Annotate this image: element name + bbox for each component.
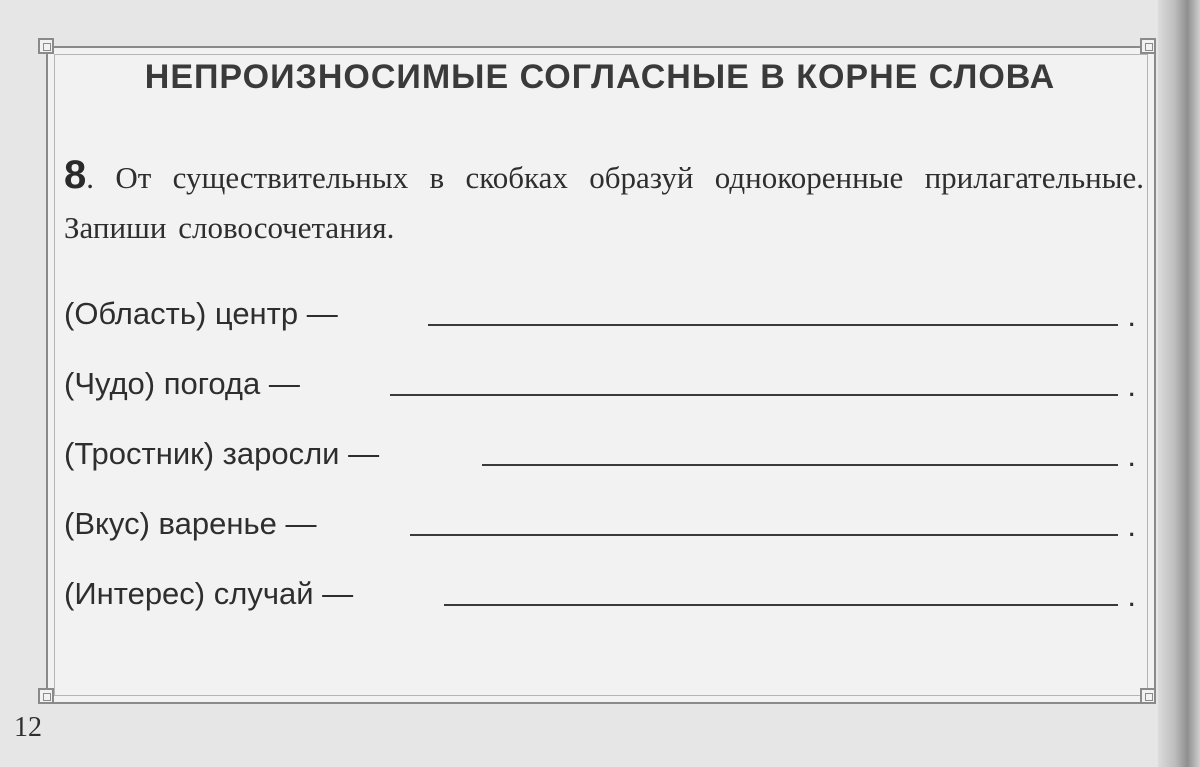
exercise-prompt: (Чудо) погода — [64, 366, 300, 401]
sentence-end-period: . [1127, 298, 1136, 333]
sentence-end-period: . [1127, 368, 1136, 403]
answer-blank-line[interactable] [390, 394, 1118, 396]
page-title: НЕПРОИЗНОСИМЫЕ СОГЛАСНЫЕ В КОРНЕ СЛОВА [144, 58, 1056, 96]
frame-corner-ornament [38, 38, 54, 54]
exercise-prompt: (Интерес) случай — [64, 576, 354, 611]
exercise-row [64, 500, 1144, 550]
sentence-end-period: . [1127, 578, 1136, 613]
sentence-end-period: . [1127, 508, 1136, 543]
answer-blank-line[interactable] [444, 604, 1118, 606]
sentence-end-period: . [1127, 438, 1136, 473]
task-instruction-block [64, 150, 1144, 253]
exercise-prompt: (Вкус) варенье — [64, 506, 317, 541]
exercise-row [64, 360, 1144, 410]
page-spine-shadow [1158, 0, 1200, 767]
answer-blank-line[interactable] [482, 464, 1118, 466]
answer-blank-line[interactable] [428, 324, 1118, 326]
task-instruction-text: От существительных в скобках образуй однокоренные прилагательные. Запиши словосочетания. [64, 160, 1145, 245]
exercise-row [64, 430, 1144, 480]
frame-corner-ornament [1140, 688, 1156, 704]
exercise-row [64, 570, 1144, 620]
page-number: 12 [14, 712, 42, 743]
frame-corner-ornament [38, 688, 54, 704]
answer-blank-line[interactable] [410, 534, 1118, 536]
exercise-prompt: (Область) центр — [64, 296, 338, 331]
frame-corner-ornament [1140, 38, 1156, 54]
exercise-prompt: (Тростник) заросли — [64, 436, 380, 471]
task-number-dot: . [86, 160, 94, 195]
task-number: 8 [64, 153, 87, 197]
exercise-row [64, 290, 1144, 340]
